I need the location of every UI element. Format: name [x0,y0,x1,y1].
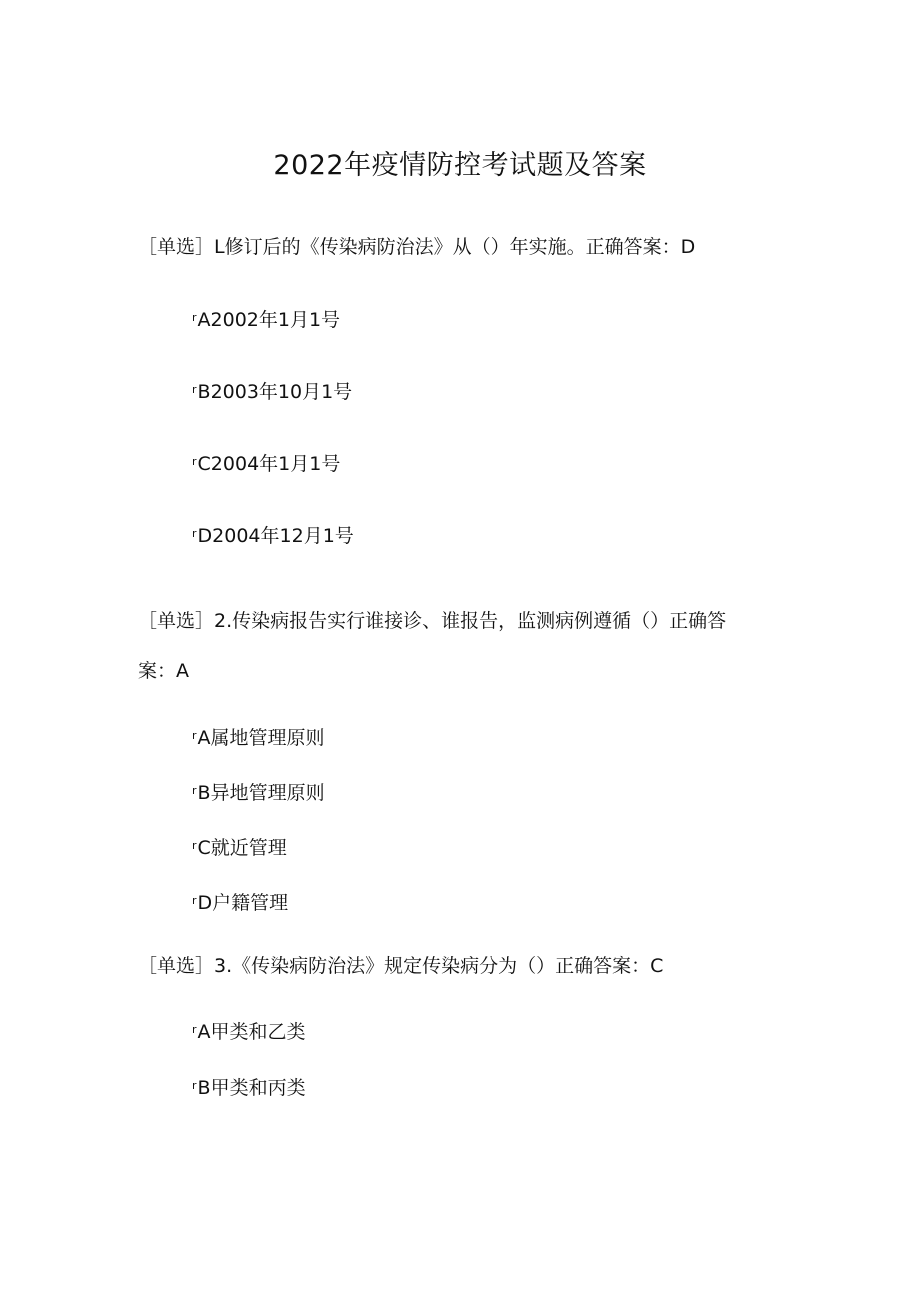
option-marker: r [192,1023,197,1036]
option-marker: r [192,894,197,907]
option-text: A2002年1月1号 [197,309,341,331]
question-3-option-a [192,1016,306,1046]
question-2-stem [138,596,778,696]
question-1-stem: ［单选］L修订后的《传染病防治法》从（）年实施。正确答案：D [138,236,696,258]
option-marker: r [192,527,197,540]
option-text: B异地管理原则 [197,782,325,804]
option-text: D2004年12月1号 [197,525,354,547]
question-2-stem-line-2: 案：A [138,660,189,682]
question-1-option-a [192,304,340,334]
page-title: 2022年疫情防控考试题及答案 [273,150,647,181]
question-2-option-c [192,832,287,862]
option-marker: r [192,455,197,468]
option-marker: r [192,311,197,324]
option-text: B甲类和丙类 [197,1077,306,1099]
option-marker: r [192,784,197,797]
option-marker: r [192,839,197,852]
option-text: C2004年1月1号 [197,453,341,475]
option-text: A甲类和乙类 [197,1021,306,1043]
option-marker: r [192,383,197,396]
option-text: B2003年10月1号 [197,381,353,403]
question-3-stem: ［单选］3.《传染病防治法》规定传染病分为（）正确答案：C [138,955,664,977]
question-2-option-b [192,777,325,807]
question-1-option-b [192,376,352,406]
question-1-option-c [192,448,340,478]
option-text: D户籍管理 [197,892,289,914]
option-text: C就近管理 [197,837,287,859]
option-marker: r [192,729,197,742]
question-2-option-d [192,887,288,917]
option-marker: r [192,1079,197,1092]
question-2-stem-line-1: ［单选］2.传染病报告实行谁接诊、谁报告，监测病例遵循（）正确答 [138,610,727,632]
question-2-option-a [192,722,325,752]
question-3-option-b [192,1072,306,1102]
option-text: A属地管理原则 [197,727,325,749]
question-1-option-d [192,520,354,550]
